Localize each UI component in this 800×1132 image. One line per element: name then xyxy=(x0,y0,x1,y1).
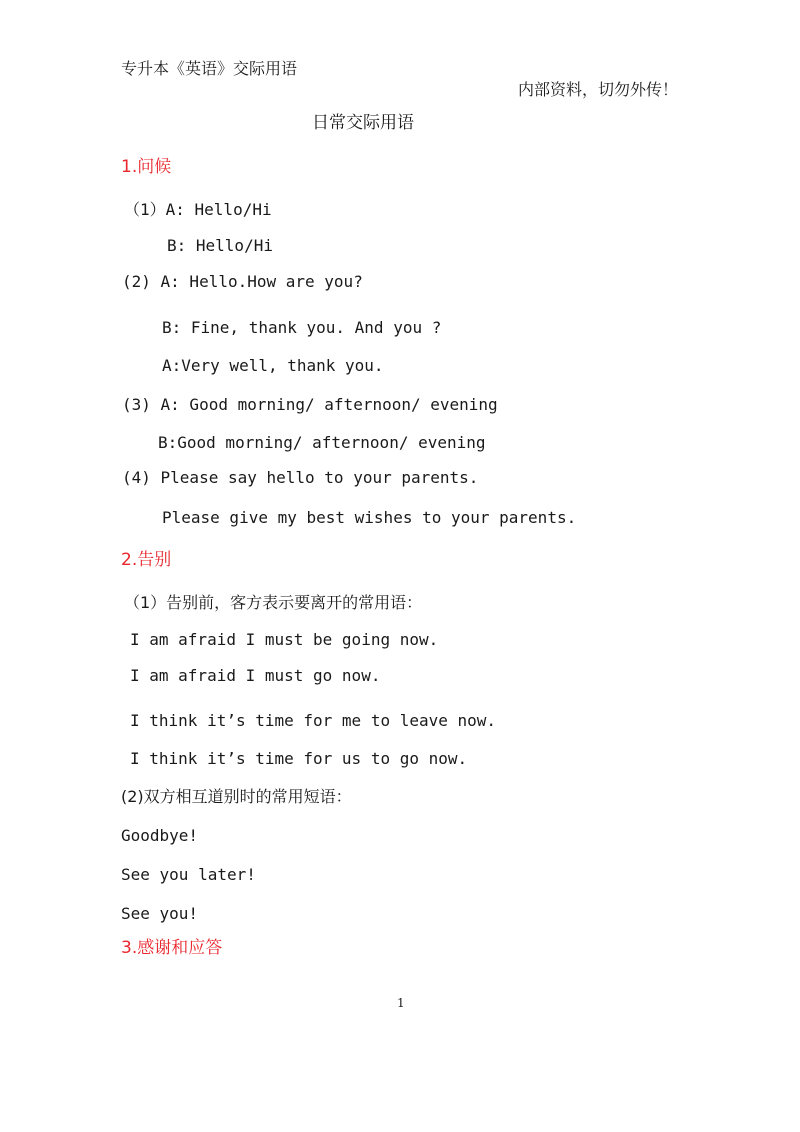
section-heading-farewell: 2.告别 xyxy=(121,550,172,570)
page-title: 日常交际用语 xyxy=(312,113,414,133)
subsection-heading: (2)双方相互道别时的常用短语： xyxy=(121,787,352,806)
phrase-line: I think it’s time for us to go now. xyxy=(130,749,468,768)
header-right: 内部资料，切勿外传！ xyxy=(518,80,679,99)
dialogue-line: A:Very well, thank you. xyxy=(162,356,384,375)
page-number: 1 xyxy=(397,996,405,1010)
dialogue-line: B:Good morning/ afternoon/ evening xyxy=(158,433,486,452)
phrase-line: See you! xyxy=(121,904,199,923)
dialogue-line: (4) Please say hello to your parents. xyxy=(122,468,479,487)
header-left: 专升本《英语》交际用语 xyxy=(121,59,298,78)
dialogue-line: （1）A: Hello/Hi xyxy=(124,200,272,219)
phrase-line: Goodbye! xyxy=(121,826,199,845)
dialogue-line: B: Fine, thank you. And you ? xyxy=(162,318,442,337)
dialogue-line: (3) A: Good morning/ afternoon/ evening xyxy=(122,395,498,414)
phrase-line: I am afraid I must go now. xyxy=(130,666,381,685)
subsection-heading: （1）告别前，客方表示要离开的常用语： xyxy=(124,593,423,612)
section-heading-thanks: 3.感谢和应答 xyxy=(121,938,223,958)
section-heading-greetings: 1.问候 xyxy=(121,157,172,177)
dialogue-line: B: Hello/Hi xyxy=(167,236,273,255)
phrase-line: I am afraid I must be going now. xyxy=(130,630,439,649)
dialogue-line: (2) A: Hello.How are you? xyxy=(122,272,363,291)
phrase-line: I think it’s time for me to leave now. xyxy=(130,711,497,730)
phrase-line: See you later! xyxy=(121,865,256,884)
dialogue-line: Please give my best wishes to your parents. xyxy=(162,508,577,527)
